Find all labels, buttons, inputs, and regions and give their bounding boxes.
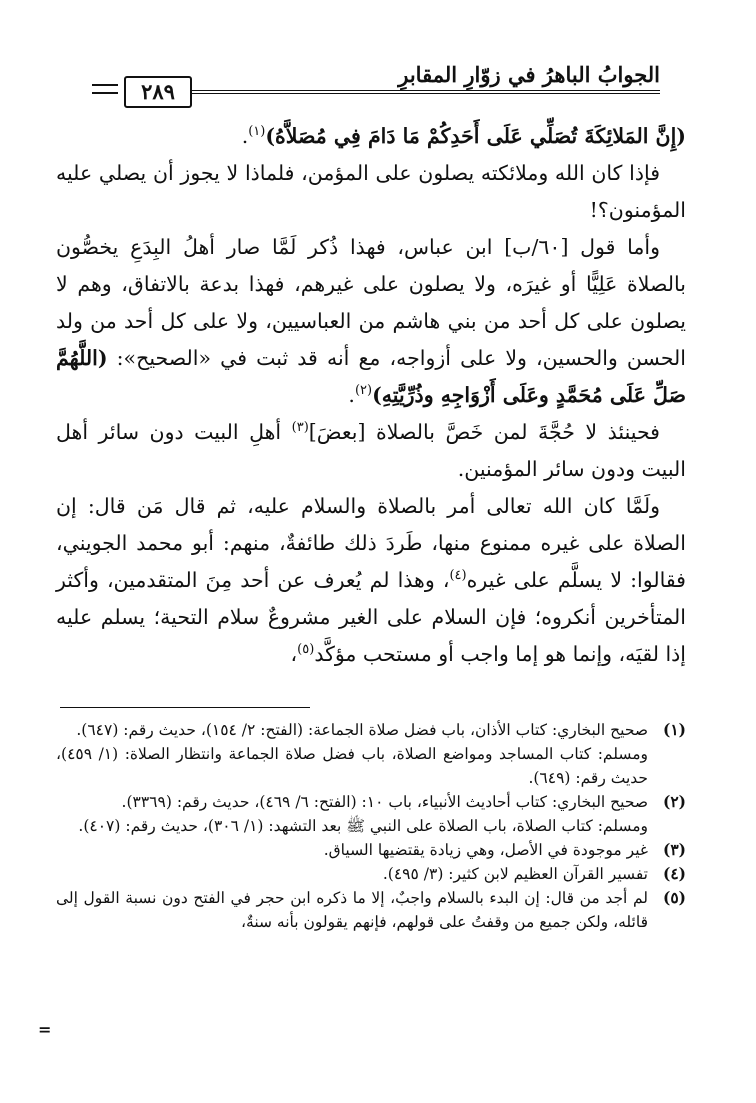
footnote-2	[56, 790, 686, 814]
paragraph-hadith: (إِنَّ المَلائِكَةَ تُصَلِّي عَلَى أَحَدِكُمْ مَا دَامَ فِي مُصَلاَّهُ)$^{(١)}$.	[241, 124, 686, 148]
footnote-number-1: (١)	[662, 720, 686, 739]
footnote-4-text: تفسير القرآن العظيم لابن كثير: (٣/ ٤٩٥).	[382, 865, 648, 883]
footnote-separator	[60, 707, 310, 708]
footnote-1-text-b: ومسلم: كتاب المساجد ومواضع الصلاة، باب فضل صلاة الجماعة وانتظار الصلاة: (١/ ٤٥٩)، حديث رقم: (٦٤٩).	[56, 745, 648, 787]
footnote-1	[56, 718, 686, 742]
paragraph-5-text-b: ، وهذا لم يُعرف عن أحد مِنَ المتقدمين، وأكثر المتأخرين أنكروه؛ فإن السلام على الغير مشروعٌ سلام التحية؛ يسلم عليه إذا لقيَه، وإنما هو إما واجب أو مستحب مؤكَّد	[56, 568, 686, 666]
paragraph-2: فإذا كان الله وملائكته يصلون على المؤمن، فلماذا لا يجوز أن يصلي عليه المؤمنون؟!	[56, 161, 686, 222]
paragraph-5-text-a: ولَمَّا كان الله تعالى أمر بالصلاة والسلام عليه، ثم قال مَن قال: إن الصلاة على غيره ممنوع منها، طَردَ ذلك طائفةٌ، منهم: أبو محمد الجويني، فقالوا: لا يسلَّم على غيره	[56, 494, 686, 592]
footnote-number-5: (٥)	[662, 888, 686, 907]
paragraph-3: وأما قول [٦٠/ب] ابن عباس، فهذا ذُكر لَمَّا صار أهلُ البِدَعِ يخصُّون بالصلاة عَلِيًّا أو غيرَه، ولا يصلون على غيرهم، فهذا بدعة بالاتفاق، وهم لا يصلون على كل أحد من بني هاشم من العباسيين، ولا على كل أحد من ولد الحسن والحسين، ولا على أزواجه، مع أنه قد ثبت في «الصحيح»: (اللَّهُمَّ صَلِّ عَلَى مُحَمَّدٍ وعَلَى أَزْوَاجِهِ وذُرِّيَّتِهِ)$^{(٢)}$.	[56, 235, 686, 407]
footnote-3	[56, 838, 686, 862]
running-header	[92, 62, 660, 102]
continuation-mark: =	[38, 1020, 52, 1039]
footnote-number-2: (٢)	[662, 792, 686, 811]
footnote-number-3: (٣)	[662, 840, 686, 859]
footnote-ref-1: (١)	[248, 124, 266, 140]
footnote-2-text-b: ومسلم: كتاب الصلاة، باب الصلاة على النبي ﷺ بعد التشهد: (١/ ٣٠٦)، حديث رقم: (٤٠٧).	[78, 817, 648, 835]
footnote-3-text: غير موجودة في الأصل، وهي زيادة يقتضيها السياق.	[323, 841, 648, 859]
paragraph-4-text-a: فحينئذ لا حُجَّةَ لمن خَصَّ بالصلاة [بعضَ]	[308, 420, 660, 444]
header-double-line	[92, 84, 118, 94]
footnotes	[56, 718, 686, 934]
paragraph-3-text: وأما قول [٦٠/ب] ابن عباس، فهذا ذُكر لَمَّا صار أهلُ البِدَعِ يخصُّون بالصلاة عَلِيًّا أو غيرَه، ولا يصلون على غيرهم، فهذا بدعة بالاتفاق، وهم لا يصلون على كل أحد من بني هاشم من العباسيين، ولا على كل أحد من ولد الحسن والحسين، ولا على أزواجه، مع أنه قد ثبت في «الصحيح»:	[56, 235, 686, 370]
main-text	[56, 118, 686, 673]
book-title: الجوابُ الباهرُ في زوّارِ المقابرِ	[398, 62, 660, 87]
hadith-quote: (إِنَّ المَلائِكَةَ تُصَلِّي عَلَى أَحَدِكُمْ مَا دَامَ فِي مُصَلاَّهُ)	[265, 124, 686, 148]
footnote-5-text: لم أجد من قال: إن البدء بالسلام واجبٌ، إلا ما ذكره ابن حجر في الفتح دون نسبة القول إلى قائله، ولكن جميع من وقفتُ على قولهم، فإنهم يقولون بأنه سنةٌ،	[56, 889, 648, 931]
footnote-ref-4: (٤)	[449, 568, 467, 584]
paragraph-4-text-b: أهلِ البيت دون سائر أهل البيت ودون سائر المؤمنين.	[56, 420, 686, 481]
footnote-ref-2: (٢)	[354, 383, 373, 399]
paragraph-4	[56, 414, 686, 488]
footnote-4	[56, 862, 686, 886]
paragraph-5-text-c: ،	[290, 642, 298, 666]
footnote-5	[56, 886, 686, 934]
footnote-ref-3: (٣)	[291, 420, 309, 436]
salat-quote: (اللَّهُمَّ صَلِّ عَلَى مُحَمَّدٍ وعَلَى أَزْوَاجِهِ وذُرِّيَّتِهِ)	[56, 346, 686, 407]
footnote-ref-5: (٥)	[297, 642, 315, 658]
footnote-2-text-a: صحيح البخاري: كتاب أحاديث الأنبياء، باب ١٠: (الفتح: ٦/ ٤٦٩)، حديث رقم: (٣٣٦٩).	[121, 793, 648, 811]
paragraph-5	[56, 488, 686, 673]
footnote-number-4: (٤)	[662, 864, 686, 883]
page-number: ٢٨٩	[124, 76, 192, 108]
header-rule	[192, 90, 660, 94]
footnote-1-text-a: صحيح البخاري: كتاب الأذان، باب فضل صلاة الجماعة: (الفتح: ٢/ ١٥٤)، حديث رقم: (٦٤٧).	[76, 721, 648, 739]
